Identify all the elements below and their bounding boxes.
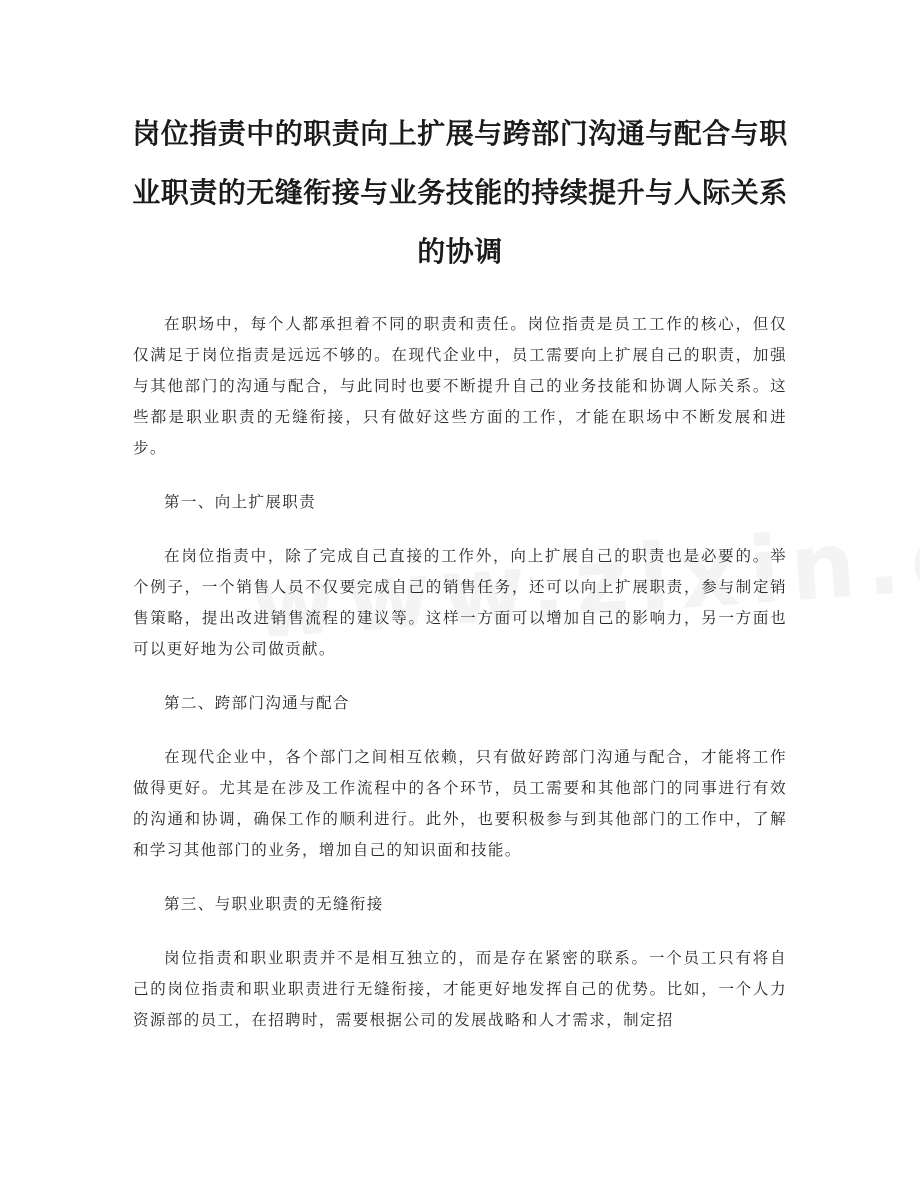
section-body-2: 在现代企业中，各个部门之间相互依赖，只有做好跨部门沟通与配合，才能将工作做得更好。尤其是在涉及工作流程中的各个环节，员工需要和其他部门的同事进行有效的沟通和协调，确保工作的顺利进行。此外，也要积极参与到其他部门的工作中，了解和学习其他部门的业务，增加自己的知识面和技能。 [133, 748, 787, 859]
section-body-3: 岗位指责和职业职责并不是相互独立的，而是存在紧密的联系。一个员工只有将自己的岗位指责和职业职责进行无缝衔接，才能更好地发挥自己的优势。比如，一个人力资源部的员工，在招聘时，需要根据公司的发展战略和人才需求，制定招 [133, 949, 787, 1029]
section-heading-3: 第三、与职业职责的无缝衔接 [164, 895, 384, 913]
section-heading-1: 第一、向上扩展职责 [164, 493, 317, 511]
section-body-1: 在岗位指责中，除了完成自己直接的工作外，向上扩展自己的职责也是必要的。举个例子，一个销售人员不仅要完成自己的销售任务，还可以向上扩展职责，参与制定销售策略，提出改进销售流程的建议等。这样一方面可以增加自己的影响力，另一方面也可以更好地为公司做贡献。 [133, 547, 787, 658]
document-body [133, 309, 787, 1036]
document-title: 岗位指责中的职责向上扩展与跨部门沟通与配合与职业职责的无缝衔接与业务技能的持续提升与人际关系的协调 [132, 117, 788, 268]
section-heading-2: 第二、跨部门沟通与配合 [164, 694, 350, 712]
intro-paragraph: 在职场中，每个人都承担着不同的职责和责任。岗位指责是员工工作的核心，但仅仅满足于岗位指责是远远不够的。在现代企业中，员工需要向上扩展自己的职责，加强与其他部门的沟通与配合，与此同时也要不断提升自己的业务技能和协调人际关系。这些都是职业职责的无缝衔接，只有做好这些方面的工作，才能在职场中不断发展和进步。 [133, 315, 787, 457]
